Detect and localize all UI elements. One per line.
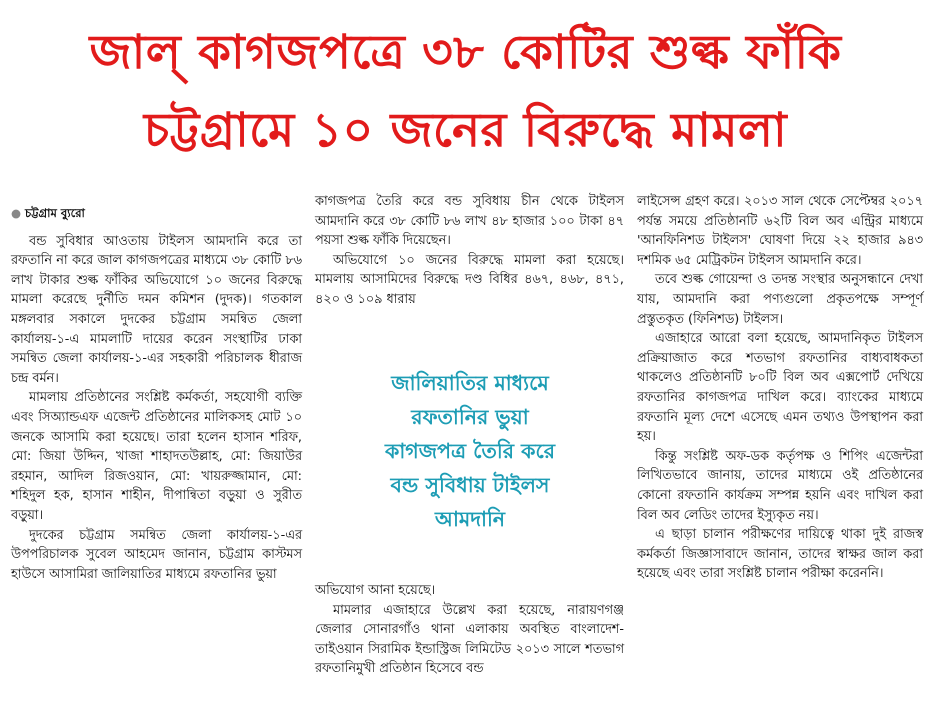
headline-line-2: চট্টগ্রামে ১০ জনের বিরুদ্ধে মামলা (143, 103, 788, 158)
paragraph: বন্ড সুবিধার আওতায় টাইলস আমদানি করে তা রফতানি না করে জাল কাগজপত্রের মাধ্যমে ৩৮ কোটি ৮৬ লাখ টাকার শুল্ক ফাঁকির অভিযোগে ১০ জনের বিরুদ্ধে মামলা করেছে দুর্নীতি দমন কমিশন (দুদক)। গতকাল মঙ্গলবার সকালে দুদকের চট্টগ্রাম সমন্বিত জেলা কার্যালয়-১-এ মামলাটি দায়ের করেন সংস্থাটির ঢাকা সমন্বিত জেলা কার্যালয়-১-এর সহকারী পরিচালক ধীরাজ চন্দ্র বর্মন। (11, 233, 302, 386)
headline-line-1: জাল্ কাগজপত্রে ৩৮ কোটির শুল্ক ফাঁকি (89, 25, 842, 80)
paragraph: কাগজপত্র তৈরি করে বন্ড সুবিধায় চীন থেকে টাইলস আমদানি করে ৩৮ কোটি ৮৬ লাখ ৪৮ হাজার ১০০ টাকা ৪৭ পয়সা শুল্ক ফাঁকি দিয়েছেন। (315, 194, 624, 249)
article-column-2 (315, 192, 624, 310)
paragraph: এজাহারে আরো বলা হয়েছে, আমদানিকৃত টাইলস প্রক্রিয়াজাত করে শতভাগ রফতানির বাধ্যবাধকতা থাকলেও প্রতিষ্ঠানটি ৮০টি বিল অব এক্সপোর্ট দেখিয়ে রফতানির কাগজপত্র দাখিল করে। ব্যাংকের মাধ্যমে রফতানি মূল্য দেশে এসেছে এমন তথ্যও উপস্থাপন করা হয়। (637, 331, 923, 445)
pull-quote-line: বন্ড সুবিধায় টাইলস (390, 473, 550, 497)
paragraph: মামলায় প্রতিষ্ঠানের সংশ্লিষ্ট কর্মকর্তা, সহযোগী ব্যক্তি এবং সিঅ্যান্ডএফ এজেন্ট প্রতিষ্ঠানের মালিকসহ মোট ১০ জনকে আসামি করা হয়েছে। তারা হলেন হাসান শরিফ, মো: জিয়া উদ্দিন, খাজা শাহাদতউল্লাহ, মো: জিয়াউর রহমান, আদিল রিজওয়ান, মো: খায়রুজ্জামান, মো: শহিদুল হক, হাসান শাহীন, দীপান্বিতা বড়ুয়া ও সুরীত বড়ুয়া। (11, 390, 302, 523)
pull-quote-line: কাগজপত্র তৈরি করে (385, 439, 555, 463)
pull-quote (323, 366, 617, 536)
paragraph: তবে শুল্ক গোয়েন্দা ও তদন্ত সংস্থার অনুসন্ধানে দেখা যায়, আমদানি করা পণ্যগুলো প্রকৃতপক্ষে সম্পূর্ণ প্রস্তুতকৃত (ফিনিশড) টাইলস। (637, 272, 923, 327)
article-column-2-continued (315, 581, 624, 679)
article-column-1 (11, 192, 302, 584)
paragraph: অভিযোগ আনা হয়েছে। (315, 583, 436, 598)
byline-text: চট্টগ্রাম ব্যুরো (25, 206, 85, 220)
paragraph: অভিযোগে ১০ জনের বিরুদ্ধে মামলা করা হয়েছে। মামলায় আসামিদের বিরুদ্ধে দণ্ড বিধির ৪৬৭, ৪৬৮, ৪৭১, ৪২০ ও ১০৯ ধারায় (315, 252, 624, 307)
paragraph: কিন্তু সংশ্লিষ্ট অফ-ডক কর্তৃপক্ষ ও শিপিং এজেন্টরা লিখিতভাবে জানায়, তাদের মাধ্যমে ওই প্রতিষ্ঠানের কোনো রফতানি কার্যক্রম সম্পন্ন হয়নি এবং দাখিল করা বিল অব লেডিং তাদের ইস্যুকৃত নয়। (637, 448, 923, 523)
paragraph: লাইসেন্স গ্রহণ করে। ২০১৩ সাল থেকে সেপ্টেম্বর ২০১৭ পর্যন্ত সময়ে প্রতিষ্ঠানটি ৬২টি বিল অব এন্ট্রির মাধ্যমে 'আনফিনিশড টাইলস' ঘোষণা দিয়ে ২২ হাজার ৯৪৩ দশমিক ৬৫ মেট্রিকটন টাইলস আমদানি করে। (637, 194, 923, 268)
bullet-icon: ● (11, 206, 22, 220)
pull-quote-line: আমদানি (434, 507, 506, 531)
article-column-3 (637, 192, 923, 584)
pull-quote-line: রফতানির ভুয়া (411, 405, 529, 429)
byline (11, 204, 302, 224)
pull-quote-line: জালিয়াতির মাধ্যমে (391, 371, 549, 395)
paragraph: দুদকের চট্টগ্রাম সমন্বিত জেলা কার্যালয়-১-এর উপপরিচালক সুবেল আহমেদ জানান, চট্টগ্রাম কাস্টমস হাউসে আসামিরা জালিয়াতির মাধ্যমে রফতানির ভুয়া (11, 527, 302, 582)
paragraph: এ ছাড়া চালান পরীক্ষণের দায়িত্বে থাকা দুই রাজস্ব কর্মকর্তা জিজ্ঞাসাবাদে জানান, তাদের স্বাক্ষর জাল করা হয়েছে এবং তারা সংশ্লিষ্ট চালান পরীক্ষা করেননি। (637, 527, 923, 582)
paragraph: মামলার এজাহারে উল্লেখ করা হয়েছে, নারায়ণগঞ্জ জেলার সোনারগাঁও থানা এলাকায় অবস্থিত বাংলাদেশ-তাইওয়ান সিরামিক ইন্ডাস্ট্রিজ লিমিটেড ২০১৩ সালে শতভাগ রফতানিমুখী প্রতিষ্ঠান হিসেবে বন্ড (315, 602, 624, 677)
